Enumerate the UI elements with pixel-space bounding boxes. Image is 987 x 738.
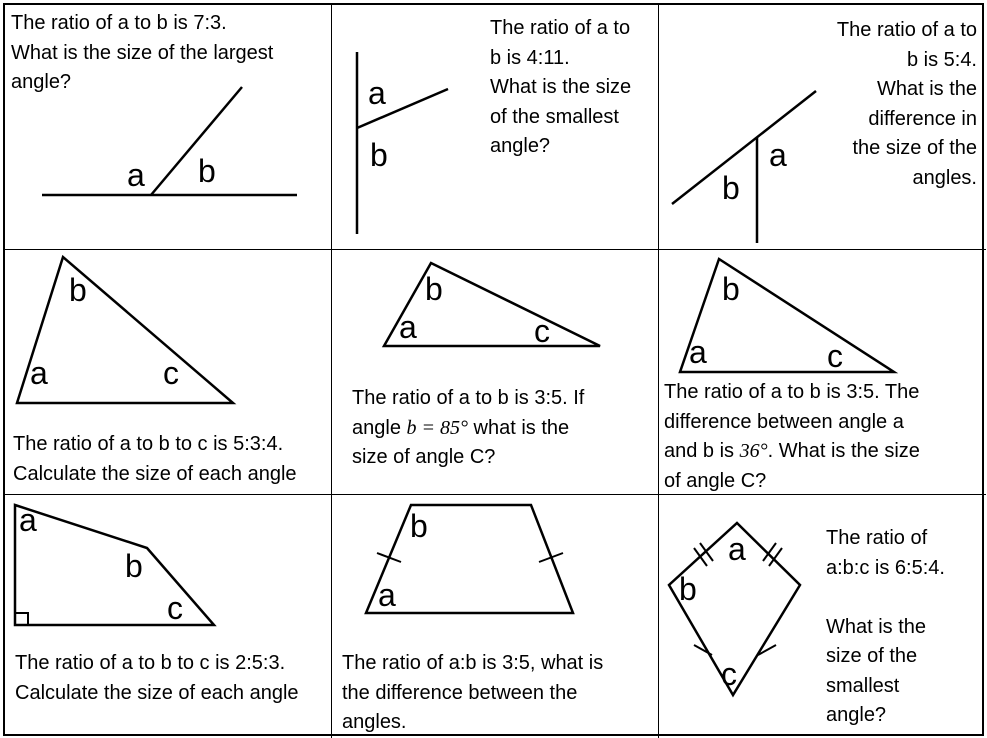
question-cell-8 (332, 495, 659, 738)
angle-label-c: c (167, 590, 183, 626)
angle-label-a: a (769, 137, 787, 173)
question-3-line-2: b is 5:4. (906, 48, 977, 71)
question-cell-6 (659, 250, 986, 495)
angle-label-c: c (827, 338, 843, 374)
question-3-line-6: angles. (912, 166, 977, 189)
triangle (680, 259, 894, 372)
angle-label-b: b (69, 272, 87, 308)
question-9-line-6: smallest (826, 674, 900, 697)
question-9-line-5: size of the (826, 645, 918, 667)
question-4-line-1: The ratio of a to b to c is 5:3:4. (13, 433, 284, 455)
angles-on-line-diagram (659, 5, 986, 250)
question-cell-4 (5, 250, 332, 495)
question-6-line-3-start: and b is (664, 440, 740, 462)
angle-label-b: b (198, 153, 216, 189)
question-7-text (15, 649, 299, 708)
question-cell-2 (332, 5, 659, 250)
quadrilateral (15, 505, 214, 625)
question-5-text (352, 384, 584, 473)
right-angle-marker (15, 613, 28, 625)
question-9-line-1: The ratio of (826, 527, 928, 549)
question-9-line-4: What is the (826, 615, 927, 638)
question-5-line-3: size of angle C? (352, 446, 496, 468)
question-3-line-4: difference in (868, 107, 977, 130)
question-cell-9 (659, 495, 986, 738)
worksheet-grid (3, 3, 984, 736)
angle-b-value: b = 85° (406, 416, 468, 439)
question-2-line-2: b is 4:11. (490, 46, 570, 69)
ray (151, 87, 242, 195)
isosceles-trapezium (366, 505, 573, 613)
question-7-line-1: The ratio of a to b to c is 2:5:3. (15, 652, 286, 674)
question-2-line-4: of the smallest (490, 105, 619, 128)
angle-label-c: c (721, 656, 737, 692)
question-6-line-3-end: . What is the size (767, 440, 920, 462)
question-6-line-3 (664, 437, 920, 467)
angle-label-c: c (163, 355, 179, 391)
angle-label-b: b (722, 271, 740, 307)
angle-label-a: a (689, 334, 707, 370)
question-6-line-2: difference between angle a (664, 410, 904, 433)
question-2-line-3: What is the size (490, 76, 632, 98)
question-9-line-2: a:b:c is 6:5:4. (826, 556, 945, 579)
question-8-line-3: angles. (342, 711, 407, 733)
angle-label-a: a (19, 502, 37, 538)
angles-on-line-diagram (332, 5, 659, 250)
angle-label-c: c (534, 313, 550, 349)
question-3-line-5: the size of the (852, 137, 977, 159)
question-2-line-5: angle? (490, 135, 551, 157)
question-9-text (826, 524, 945, 731)
question-9-line-3 (826, 583, 945, 613)
question-6-line-4: of angle C? (664, 469, 767, 492)
angles-on-line-diagram (5, 5, 332, 250)
question-9-line-7: angle? (826, 704, 887, 726)
angle-label-b: b (125, 548, 143, 584)
difference-value: 36° (739, 440, 768, 462)
angle-label-a: a (368, 75, 386, 111)
question-2-line-1: The ratio of a to (490, 17, 631, 39)
question-7-line-2: Calculate the size of each angle (15, 681, 299, 704)
question-8-line-1: The ratio of a:b is 3:5, what is (342, 652, 604, 674)
angle-label-b: b (722, 170, 740, 206)
question-4-text (13, 430, 297, 489)
question-5-line-2-start: angle (352, 416, 407, 439)
angle-label-b: b (679, 571, 697, 607)
question-6-line-1: The ratio of a to b is 3:5. The (664, 381, 920, 403)
question-cell-1 (5, 5, 332, 250)
angle-label-a: a (30, 355, 48, 391)
question-8-text (342, 649, 603, 738)
question-5-line-1: The ratio of a to b is 3:5. If (352, 387, 585, 409)
question-1-line-1: The ratio of a to b is 7:3. (11, 12, 227, 34)
angle-label-a: a (728, 531, 746, 567)
angle-label-a: a (399, 309, 417, 345)
question-5-line-2 (352, 414, 584, 444)
triangle (17, 257, 233, 403)
question-5-line-2-end: what is the (468, 416, 570, 439)
angle-label-b: b (370, 137, 388, 173)
question-cell-3 (659, 5, 986, 250)
angle-label-b: b (425, 271, 443, 307)
question-1-line-3: angle? (11, 71, 72, 93)
question-4-line-2: Calculate the size of each angle (13, 462, 297, 485)
angle-label-a: a (378, 577, 396, 613)
question-1-line-2: What is the size of the largest (11, 41, 274, 64)
question-cell-5 (332, 250, 659, 495)
angle-label-b: b (410, 508, 428, 544)
question-8-line-2: the difference between the (342, 681, 578, 704)
slanted-line (672, 91, 816, 204)
question-3-line-1: The ratio of a to (836, 19, 977, 41)
question-cell-7 (5, 495, 332, 738)
angle-label-a: a (127, 157, 145, 193)
question-3-line-3: What is the (876, 78, 977, 100)
single-tick-left (694, 645, 712, 655)
question-6-text (664, 378, 920, 495)
